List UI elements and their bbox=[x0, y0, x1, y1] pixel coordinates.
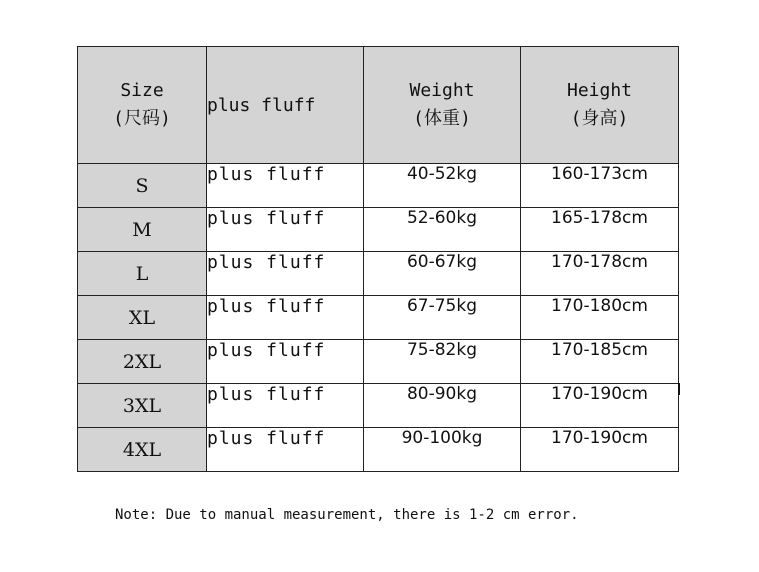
table-row bbox=[78, 252, 679, 296]
header-height bbox=[521, 47, 679, 164]
weight-cell: 40-52kg bbox=[364, 164, 521, 208]
header-weight-en: Weight bbox=[409, 80, 475, 101]
header-size-cn: (尺码) bbox=[113, 108, 171, 129]
table-row bbox=[78, 428, 679, 472]
measurement-note: Note: Due to manual measurement, there is 1-2 cm error. bbox=[115, 507, 579, 523]
size-cell: L bbox=[78, 252, 207, 296]
table-row bbox=[78, 384, 679, 428]
height-cell: 170-180cm bbox=[521, 296, 679, 340]
height-cell: 160-173cm bbox=[521, 164, 679, 208]
table-header-row bbox=[78, 47, 679, 164]
table-row bbox=[78, 296, 679, 340]
plus-cell: plus fluff bbox=[207, 428, 364, 472]
header-weight-cn: (体重) bbox=[413, 108, 471, 129]
weight-cell: 52-60kg bbox=[364, 208, 521, 252]
weight-cell: 67-75kg bbox=[364, 296, 521, 340]
header-size bbox=[78, 47, 207, 164]
header-weight bbox=[364, 47, 521, 164]
header-size-en: Size bbox=[120, 80, 164, 101]
header-height-en: Height bbox=[566, 80, 633, 101]
border-tick-mark bbox=[678, 383, 680, 395]
size-cell: XL bbox=[78, 296, 207, 340]
table-row bbox=[78, 164, 679, 208]
height-cell: 165-178cm bbox=[521, 208, 679, 252]
height-cell: 170-190cm bbox=[521, 384, 679, 428]
height-cell: 170-185cm bbox=[521, 340, 679, 384]
size-cell: 3XL bbox=[78, 384, 207, 428]
weight-cell: 60-67kg bbox=[364, 252, 521, 296]
size-chart-table bbox=[77, 46, 679, 472]
plus-cell: plus fluff bbox=[207, 384, 364, 428]
weight-cell: 75-82kg bbox=[364, 340, 521, 384]
weight-cell: 80-90kg bbox=[364, 384, 521, 428]
table-row bbox=[78, 340, 679, 384]
plus-cell: plus fluff bbox=[207, 164, 364, 208]
size-cell: S bbox=[78, 164, 207, 208]
plus-cell: plus fluff bbox=[207, 340, 364, 384]
plus-cell: plus fluff bbox=[207, 252, 364, 296]
header-plus: plus fluff bbox=[207, 47, 364, 164]
plus-cell: plus fluff bbox=[207, 296, 364, 340]
height-cell: 170-178cm bbox=[521, 252, 679, 296]
size-cell: 4XL bbox=[78, 428, 207, 472]
header-height-cn: (身高) bbox=[570, 108, 629, 129]
height-cell: 170-190cm bbox=[521, 428, 679, 472]
weight-cell: 90-100kg bbox=[364, 428, 521, 472]
size-cell: 2XL bbox=[78, 340, 207, 384]
table-row bbox=[78, 208, 679, 252]
size-cell: M bbox=[78, 208, 207, 252]
plus-cell: plus fluff bbox=[207, 208, 364, 252]
